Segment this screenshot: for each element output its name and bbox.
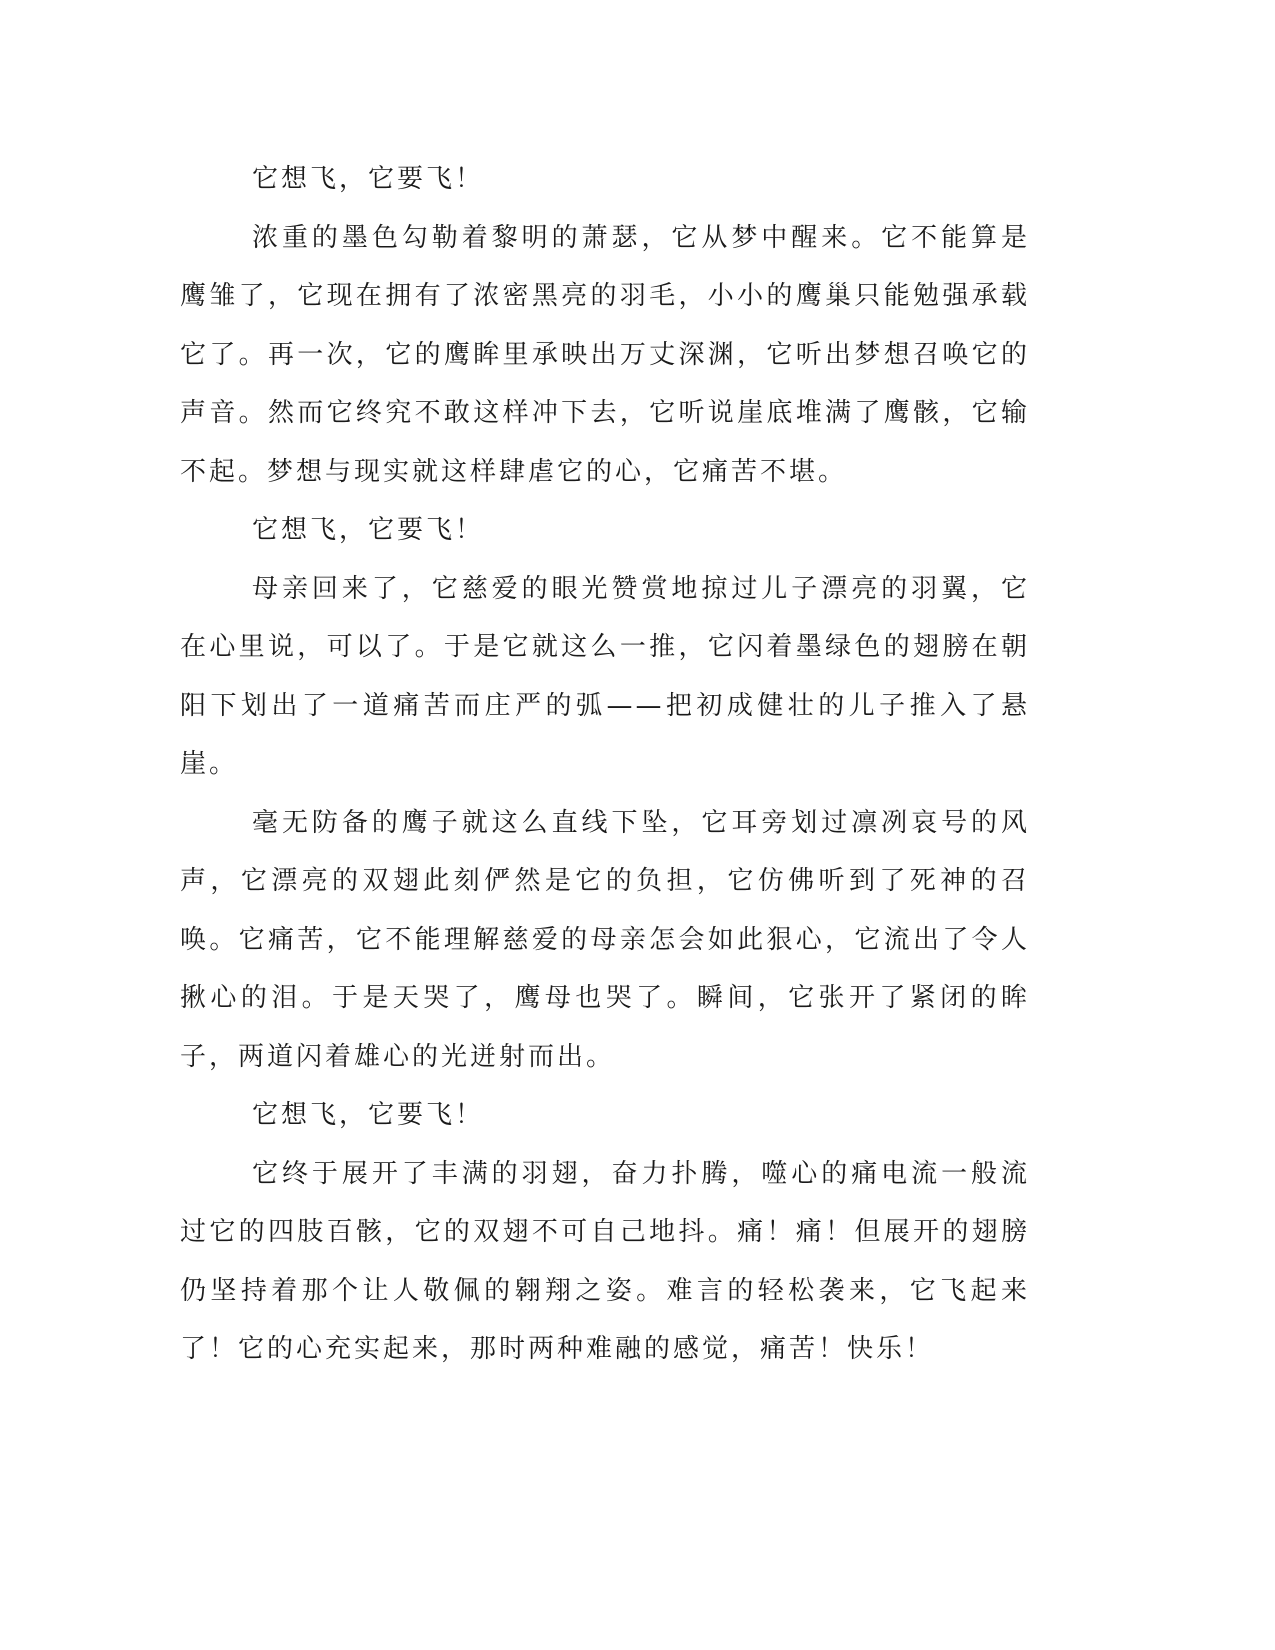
body-paragraph: 母亲回来了，它慈爱的眼光赞赏地掠过儿子漂亮的羽翼，它在心里说，可以了。于是它就这么一推，它闪着墨绿色的翅膀在朝阳下划出了一道痛苦而庄严的弧——把初成健壮的儿子推入了悬崖。 xyxy=(180,573,1030,779)
refrain-paragraph: 它想飞，它要飞！ xyxy=(252,515,485,545)
refrain-paragraph: 它想飞，它要飞！ xyxy=(252,164,485,194)
body-paragraph: 毫无防备的鹰子就这么直线下坠，它耳旁划过凛冽哀号的风声，它漂亮的双翅此刻俨然是它的负担，它仿佛听到了死神的召唤。它痛苦，它不能理解慈爱的母亲怎会如此狠心，它流出了令人揪心的泪。于是天哭了，鹰母也哭了。瞬间，它张开了紧闭的眸子，两道闪着雄心的光迸射而出。 xyxy=(180,807,1030,1072)
body-paragraph: 它终于展开了丰满的羽翅，奋力扑腾，噬心的痛电流一般流过它的四肢百骸，它的双翅不可自己地抖。痛！痛！但展开的翅膀仍坚持着那个让人敬佩的翱翔之姿。难言的轻松袭来，它飞起来了！它的心充实起来，那时两种难融的感觉，痛苦！快乐！ xyxy=(180,1158,1030,1364)
body-paragraph: 浓重的墨色勾勒着黎明的萧瑟，它从梦中醒来。它不能算是鹰雏了，它现在拥有了浓密黑亮的羽毛，小小的鹰巢只能勉强承载它了。再一次，它的鹰眸里承映出万丈深渊，它听出梦想召唤它的声音。然而它终究不敢这样冲下去，它听说崖底堆满了鹰骸，它输不起。梦想与现实就这样肆虐它的心，它痛苦不堪。 xyxy=(180,222,1030,487)
refrain-paragraph: 它想飞，它要飞！ xyxy=(252,1100,485,1130)
document-page xyxy=(180,150,1030,1379)
